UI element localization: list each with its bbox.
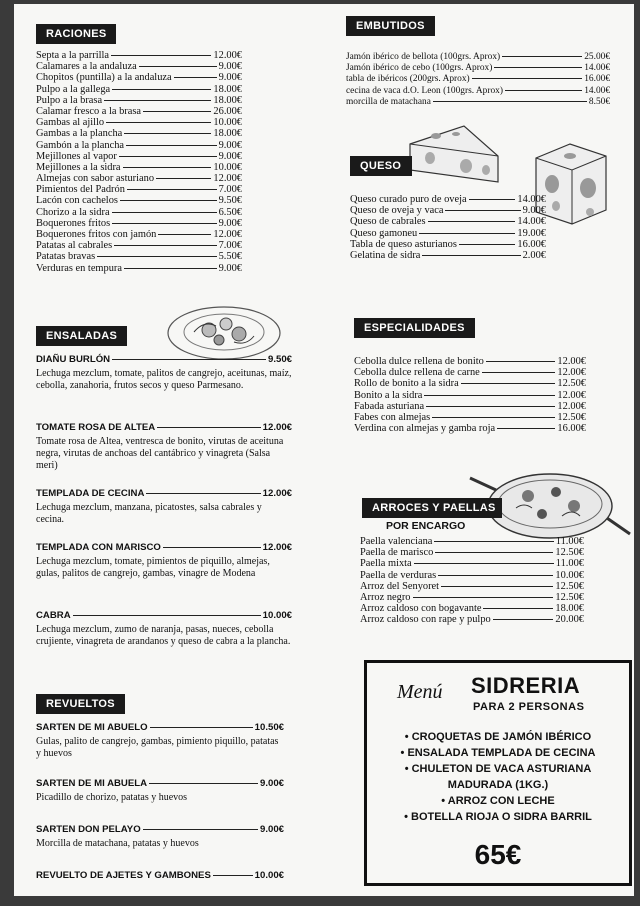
- embutidos-list: [346, 52, 610, 108]
- ensaladas-header: ENSALADAS: [36, 326, 127, 346]
- menu-item-row: [36, 207, 242, 218]
- dot-leader: [486, 361, 556, 362]
- menu-item-row: [350, 194, 546, 205]
- item-price: 16.00€: [557, 423, 586, 435]
- item-name: Bonito a la sidra: [354, 389, 423, 401]
- item-name: Pulpo a la gallega: [36, 83, 111, 95]
- menu-list-item: MADURADA (1KG.): [447, 779, 549, 791]
- item-price: 18.00€: [555, 603, 584, 615]
- menu-item-row: [36, 870, 284, 883]
- raciones-list: [36, 50, 242, 274]
- menu-item-row: [36, 240, 242, 251]
- dot-leader: [149, 783, 258, 784]
- dot-leader: [213, 875, 253, 876]
- dish-block: [36, 778, 284, 804]
- menu-item-row: [350, 205, 546, 216]
- dot-leader: [157, 427, 260, 428]
- item-price: 18.00€: [213, 128, 242, 140]
- menu-title: SIDRERIA: [471, 673, 581, 698]
- item-price: 10.00€: [555, 569, 584, 581]
- menu-item-row: [354, 412, 586, 423]
- menu-item-row: [36, 106, 242, 117]
- menu-item-row: [360, 614, 584, 625]
- menu-price: 65€: [474, 839, 522, 870]
- dot-leader: [422, 255, 520, 256]
- menu-item-row: [36, 117, 242, 128]
- menu-item-row: [350, 228, 546, 239]
- dot-leader: [112, 223, 216, 224]
- item-price: 9.00€: [218, 217, 242, 229]
- item-name: Fabes con almejas: [354, 411, 431, 423]
- item-name: Cebolla dulce rellena de bonito: [354, 356, 484, 367]
- cheese-wedge-icon: [406, 122, 502, 197]
- queso-list: [350, 194, 546, 261]
- menu-item-row: [36, 354, 292, 367]
- menu-item-row: [346, 97, 610, 108]
- item-name: Verdina con almejas y gamba roja: [354, 423, 496, 435]
- menu-item-row: [36, 195, 242, 206]
- menu-item-row: [36, 72, 242, 83]
- dish-description: Morcilla de matachana, patatas y huevos: [36, 838, 199, 849]
- item-price: 14.00€: [517, 216, 546, 228]
- item-name: morcilla de matachana: [346, 96, 431, 107]
- especialidades-list: [354, 356, 586, 434]
- item-name: Patatas al cabrales: [36, 240, 113, 252]
- item-price: 10.00€: [213, 161, 242, 173]
- dish-description: Gulas, palito de cangrejo, gambas, pimiento piquillo, patatas y huevos: [36, 736, 279, 759]
- menu-item-row: [36, 542, 292, 555]
- item-name: Patatas bravas: [36, 251, 96, 263]
- dot-leader: [482, 372, 556, 373]
- item-price: 12.00€: [213, 173, 242, 185]
- item-name: Queso de cabrales: [350, 216, 426, 228]
- raciones-header: RACIONES: [36, 24, 116, 44]
- menu-item-row: [36, 229, 242, 240]
- menu-item-row: [36, 61, 242, 72]
- item-price: 7.00€: [218, 240, 242, 252]
- menu-item-row: [360, 581, 584, 592]
- dot-leader: [472, 78, 583, 79]
- item-price: 14.00€: [517, 194, 546, 205]
- dot-leader: [73, 615, 261, 616]
- item-name: Jamón ibérico de cebo (100grs. Aprox): [346, 63, 493, 74]
- dot-leader: [111, 55, 211, 56]
- dot-leader: [119, 156, 217, 157]
- menu-item-row: [36, 488, 292, 501]
- dot-leader: [438, 575, 553, 576]
- item-price: 12.00€: [557, 356, 586, 367]
- menu-item-row: [354, 423, 586, 434]
- dot-leader: [124, 268, 217, 269]
- menu-item-row: [350, 216, 546, 227]
- dish-description: Tomate rosa de Altea, ventresca de bonito, virutas de aceituna negra, virutas de anchoas del cantábrico y vinagreta (Salsa meri): [36, 436, 284, 471]
- menu-item-row: [36, 173, 242, 184]
- menu-item-row: [36, 84, 242, 95]
- item-price: 9.00€: [218, 262, 242, 274]
- item-price: 12.00€: [557, 367, 586, 379]
- menu-item-row: [36, 218, 242, 229]
- item-name: tabla de ibéricos (200grs. Aprox): [346, 74, 470, 85]
- dish-block: [36, 870, 284, 883]
- dish-description: Lechuga mezclum, tomate, pimientos de piquillo, almejas, gulas, palitos de cangrejo, gambas, vinagre de Modena: [36, 556, 270, 579]
- item-price: 12.00€: [262, 488, 292, 499]
- item-price: 9.00€: [259, 778, 284, 789]
- dot-leader: [469, 199, 516, 200]
- dot-leader: [419, 233, 515, 234]
- menu-list-item: • CHULETON DE VACA ASTURIANA: [404, 763, 592, 775]
- item-name: Septa a la parrilla: [36, 50, 109, 61]
- dot-leader: [156, 178, 211, 179]
- dot-leader: [434, 541, 553, 542]
- item-price: 10.00€: [254, 870, 284, 881]
- item-price: 6.50€: [218, 206, 242, 218]
- item-name: Pulpo a la brasa: [36, 94, 103, 106]
- menu-item-row: [360, 603, 584, 614]
- item-name: Rollo de bonito a la sidra: [354, 378, 459, 390]
- dot-leader: [97, 256, 216, 257]
- item-price: 10.00€: [262, 610, 292, 621]
- dot-leader: [106, 122, 211, 123]
- menu-item-row: [36, 778, 284, 791]
- item-price: 9.00€: [522, 205, 546, 217]
- item-name: Almejas con sabor asturiano: [36, 173, 155, 185]
- item-name: Calamares a la andaluza: [36, 61, 137, 73]
- item-price: 12.50€: [555, 580, 584, 592]
- item-price: 25.00€: [584, 52, 610, 62]
- item-name: Queso de oveja y vaca: [350, 205, 444, 217]
- dish-block: [36, 610, 292, 648]
- item-name: Gambón a la plancha: [36, 139, 124, 151]
- item-price: 18.00€: [213, 94, 242, 106]
- menu-item-row: [346, 52, 610, 63]
- dot-leader: [146, 493, 260, 494]
- item-price: 8.50€: [588, 96, 610, 107]
- dish-block: [36, 488, 292, 526]
- item-price: 7.00€: [218, 184, 242, 196]
- menu-item-row: [36, 263, 242, 274]
- item-price: 2.00€: [522, 249, 546, 261]
- arroces-header: ARROCES Y PAELLAS: [362, 498, 502, 518]
- item-name: Pimientos del Padrón: [36, 184, 125, 196]
- dish-block: [36, 354, 292, 392]
- menu-item-row: [346, 86, 610, 97]
- item-name: Cebolla dulce rellena de carne: [354, 367, 480, 379]
- menu-item-row: [36, 422, 292, 435]
- menu-item-row: [354, 378, 586, 389]
- item-price: 12.00€: [213, 229, 242, 240]
- dot-leader: [445, 210, 520, 211]
- item-price: 10.50€: [254, 722, 284, 733]
- dot-leader: [112, 89, 211, 90]
- menu-item-row: [360, 536, 584, 547]
- dot-leader: [163, 547, 261, 548]
- menu-item-row: [36, 610, 292, 623]
- item-name: REVUELTO DE AJETES Y GAMBONES: [36, 870, 211, 881]
- menu-item-row: [36, 151, 242, 162]
- dish-description: Lechuga mezclum, tomate, palitos de cangrejo, aceitunas, maíz, cebolla, zanahoria, frutos secos y queso Parmesano.: [36, 368, 292, 391]
- menu-item-row: [350, 239, 546, 250]
- item-price: 11.00€: [555, 558, 584, 570]
- dot-leader: [497, 428, 555, 429]
- queso-header: QUESO: [350, 156, 412, 176]
- dot-leader: [126, 145, 217, 146]
- item-name: TEMPLADA DE CECINA: [36, 488, 145, 499]
- item-price: 12.00€: [262, 422, 292, 433]
- item-price: 18.00€: [213, 83, 242, 95]
- dot-leader: [143, 111, 211, 112]
- menu-item-row: [36, 50, 242, 61]
- item-name: Tabla de queso asturianos: [350, 238, 457, 250]
- dot-leader: [143, 829, 258, 830]
- item-name: Queso gamoneu: [350, 227, 418, 239]
- dot-leader: [435, 552, 553, 553]
- item-price: 14.00€: [584, 85, 610, 96]
- dot-leader: [461, 383, 556, 384]
- menu-item-row: [36, 128, 242, 139]
- item-name: Arroz caldoso con rape y pulpo: [360, 614, 491, 626]
- item-name: Mejillones a la sidra: [36, 161, 121, 173]
- item-price: 14.00€: [584, 63, 610, 74]
- item-name: Fabada asturiana: [354, 400, 425, 412]
- item-price: 16.00€: [584, 74, 610, 85]
- dot-leader: [432, 417, 555, 418]
- item-price: 12.00€: [262, 542, 292, 553]
- item-name: SARTEN DE MI ABUELO: [36, 722, 148, 733]
- arroces-list: [360, 536, 584, 626]
- item-name: Arroz caldoso con bogavante: [360, 603, 482, 615]
- menu-item-row: [354, 356, 586, 367]
- item-price: 12.50€: [557, 411, 586, 423]
- dish-block: [36, 422, 292, 472]
- item-name: Gelatina de sidra: [350, 249, 421, 261]
- dot-leader: [112, 212, 217, 213]
- dot-leader: [493, 619, 554, 620]
- menu-list-item: • CROQUETAS DE JAMÓN IBÉRICO: [404, 731, 592, 743]
- menu-item-row: [36, 722, 284, 735]
- item-name: Verduras en tempura: [36, 262, 122, 274]
- item-price: 9.00€: [218, 72, 242, 84]
- dot-leader: [174, 77, 217, 78]
- menu-item-row: [360, 547, 584, 558]
- item-name: Boquerones fritos con jamón: [36, 229, 157, 240]
- dot-leader: [124, 133, 211, 134]
- item-name: Paella mixta: [360, 558, 412, 570]
- dot-leader: [505, 90, 582, 91]
- item-name: Lacón con cachelos: [36, 195, 118, 207]
- item-name: Boquerones fritos: [36, 217, 111, 229]
- dot-leader: [112, 359, 266, 360]
- item-price: 12.50€: [555, 547, 584, 559]
- dish-description: Lechuga mezclum, zumo de naranja, pasas, nueces, cebolla crujiente, vinagreta de arandanos y queso de cabra a la plancha.: [36, 624, 291, 647]
- item-name: CABRA: [36, 610, 71, 621]
- menu-item-row: [350, 250, 546, 261]
- menu-item-row: [360, 592, 584, 603]
- item-name: Gambas al ajillo: [36, 117, 105, 129]
- item-name: cecina de vaca d.O. Leon (100grs. Aprox): [346, 85, 503, 96]
- item-price: 11.00€: [555, 536, 584, 547]
- dot-leader: [114, 245, 216, 246]
- dot-leader: [441, 586, 553, 587]
- dot-leader: [413, 597, 554, 598]
- dish-description: Lechuga mezclum, manzana, picatostes, salsa cabrales y cecina.: [36, 502, 262, 525]
- especialidades-header: ESPECIALIDADES: [354, 318, 475, 338]
- dot-leader: [424, 395, 555, 396]
- item-name: Jamón ibérico de bellota (100grs. Aprox): [346, 52, 501, 62]
- dot-leader: [502, 56, 582, 57]
- menu-item-row: [354, 367, 586, 378]
- item-price: 9.00€: [218, 61, 242, 73]
- dish-description: Picadillo de chorizo, patatas y huevos: [36, 792, 188, 803]
- item-name: Chopitos (puntilla) a la andaluza: [36, 72, 172, 84]
- dot-leader: [123, 167, 212, 168]
- dot-leader: [158, 234, 211, 235]
- menu-script: Menú: [397, 681, 443, 703]
- item-price: 9.50€: [267, 354, 292, 365]
- item-price: 9.00€: [259, 824, 284, 835]
- menu-item-row: [36, 162, 242, 173]
- menu-item-row: [36, 184, 242, 195]
- revueltos-header: REVUELTOS: [36, 694, 125, 714]
- item-price: 5.50€: [218, 251, 242, 263]
- item-name: Arroz negro: [360, 591, 411, 603]
- menu-item-row: [354, 401, 586, 412]
- item-name: SARTEN DON PELAYO: [36, 824, 141, 835]
- menu-item-row: [360, 558, 584, 569]
- item-price: 9.00€: [218, 139, 242, 151]
- item-price: 12.50€: [555, 591, 584, 603]
- dot-leader: [459, 244, 516, 245]
- dot-leader: [433, 101, 587, 102]
- item-name: Arroz del Senyoret: [360, 580, 440, 592]
- item-price: 10.00€: [213, 117, 242, 129]
- dot-leader: [104, 100, 211, 101]
- item-name: SARTEN DE MI ABUELA: [36, 778, 148, 789]
- item-price: 9.00€: [218, 150, 242, 162]
- dot-leader: [428, 221, 516, 222]
- dot-leader: [414, 563, 554, 564]
- item-name: Queso curado puro de oveja: [350, 194, 467, 205]
- menu-page: [14, 4, 634, 896]
- menu-list-item: • ARROZ CON LECHE: [441, 795, 555, 807]
- item-price: 26.00€: [213, 105, 242, 117]
- item-name: TOMATE ROSA DE ALTEA: [36, 422, 156, 433]
- dish-block: [36, 824, 284, 850]
- menu-list-item: • BOTELLA RIOJA O SIDRA BARRIL: [404, 811, 592, 823]
- menu-item-row: [36, 95, 242, 106]
- item-price: 20.00€: [555, 614, 584, 626]
- dot-leader: [127, 189, 217, 190]
- item-name: Paella valenciana: [360, 536, 433, 547]
- dish-block: [36, 722, 284, 760]
- embutidos-header: EMBUTIDOS: [346, 16, 435, 36]
- item-name: DIAÑU BURLÓN: [36, 354, 111, 365]
- item-name: Mejillones al vapor: [36, 150, 117, 162]
- item-name: Paella de verduras: [360, 569, 437, 581]
- menu-item-row: [36, 251, 242, 262]
- dot-leader: [494, 67, 582, 68]
- item-price: 12.00€: [557, 389, 586, 401]
- menu-item-row: [354, 390, 586, 401]
- menu-item-row: [36, 824, 284, 837]
- item-name: Gambas a la plancha: [36, 128, 123, 140]
- item-price: 19.00€: [517, 227, 546, 239]
- menu-item-row: [346, 63, 610, 74]
- dish-block: [36, 542, 292, 580]
- dot-leader: [483, 608, 553, 609]
- item-price: 16.00€: [517, 238, 546, 250]
- menu-item-row: [36, 140, 242, 151]
- item-price: 9.50€: [218, 195, 242, 207]
- menu-subtitle: PARA 2 PERSONAS: [473, 701, 585, 713]
- item-price: 12.00€: [213, 50, 242, 61]
- dot-leader: [150, 727, 253, 728]
- menu-list-item: • ENSALADA TEMPLADA DE CECINA: [400, 747, 596, 759]
- dot-leader: [120, 200, 217, 201]
- menu-item-row: [360, 570, 584, 581]
- item-name: Chorizo a la sidra: [36, 206, 110, 218]
- arroces-subtitle: POR ENCARGO: [386, 520, 466, 532]
- menu-sidreria-box: [364, 660, 632, 886]
- item-name: Calamar fresco a la brasa: [36, 105, 142, 117]
- menu-item-row: [346, 74, 610, 85]
- item-price: 12.00€: [557, 400, 586, 412]
- item-price: 12.50€: [557, 378, 586, 390]
- dot-leader: [139, 66, 217, 67]
- item-name: TEMPLADA CON MARISCO: [36, 542, 161, 553]
- item-name: Paella de marisco: [360, 547, 434, 559]
- dot-leader: [426, 406, 555, 407]
- menu-items: [367, 729, 629, 825]
